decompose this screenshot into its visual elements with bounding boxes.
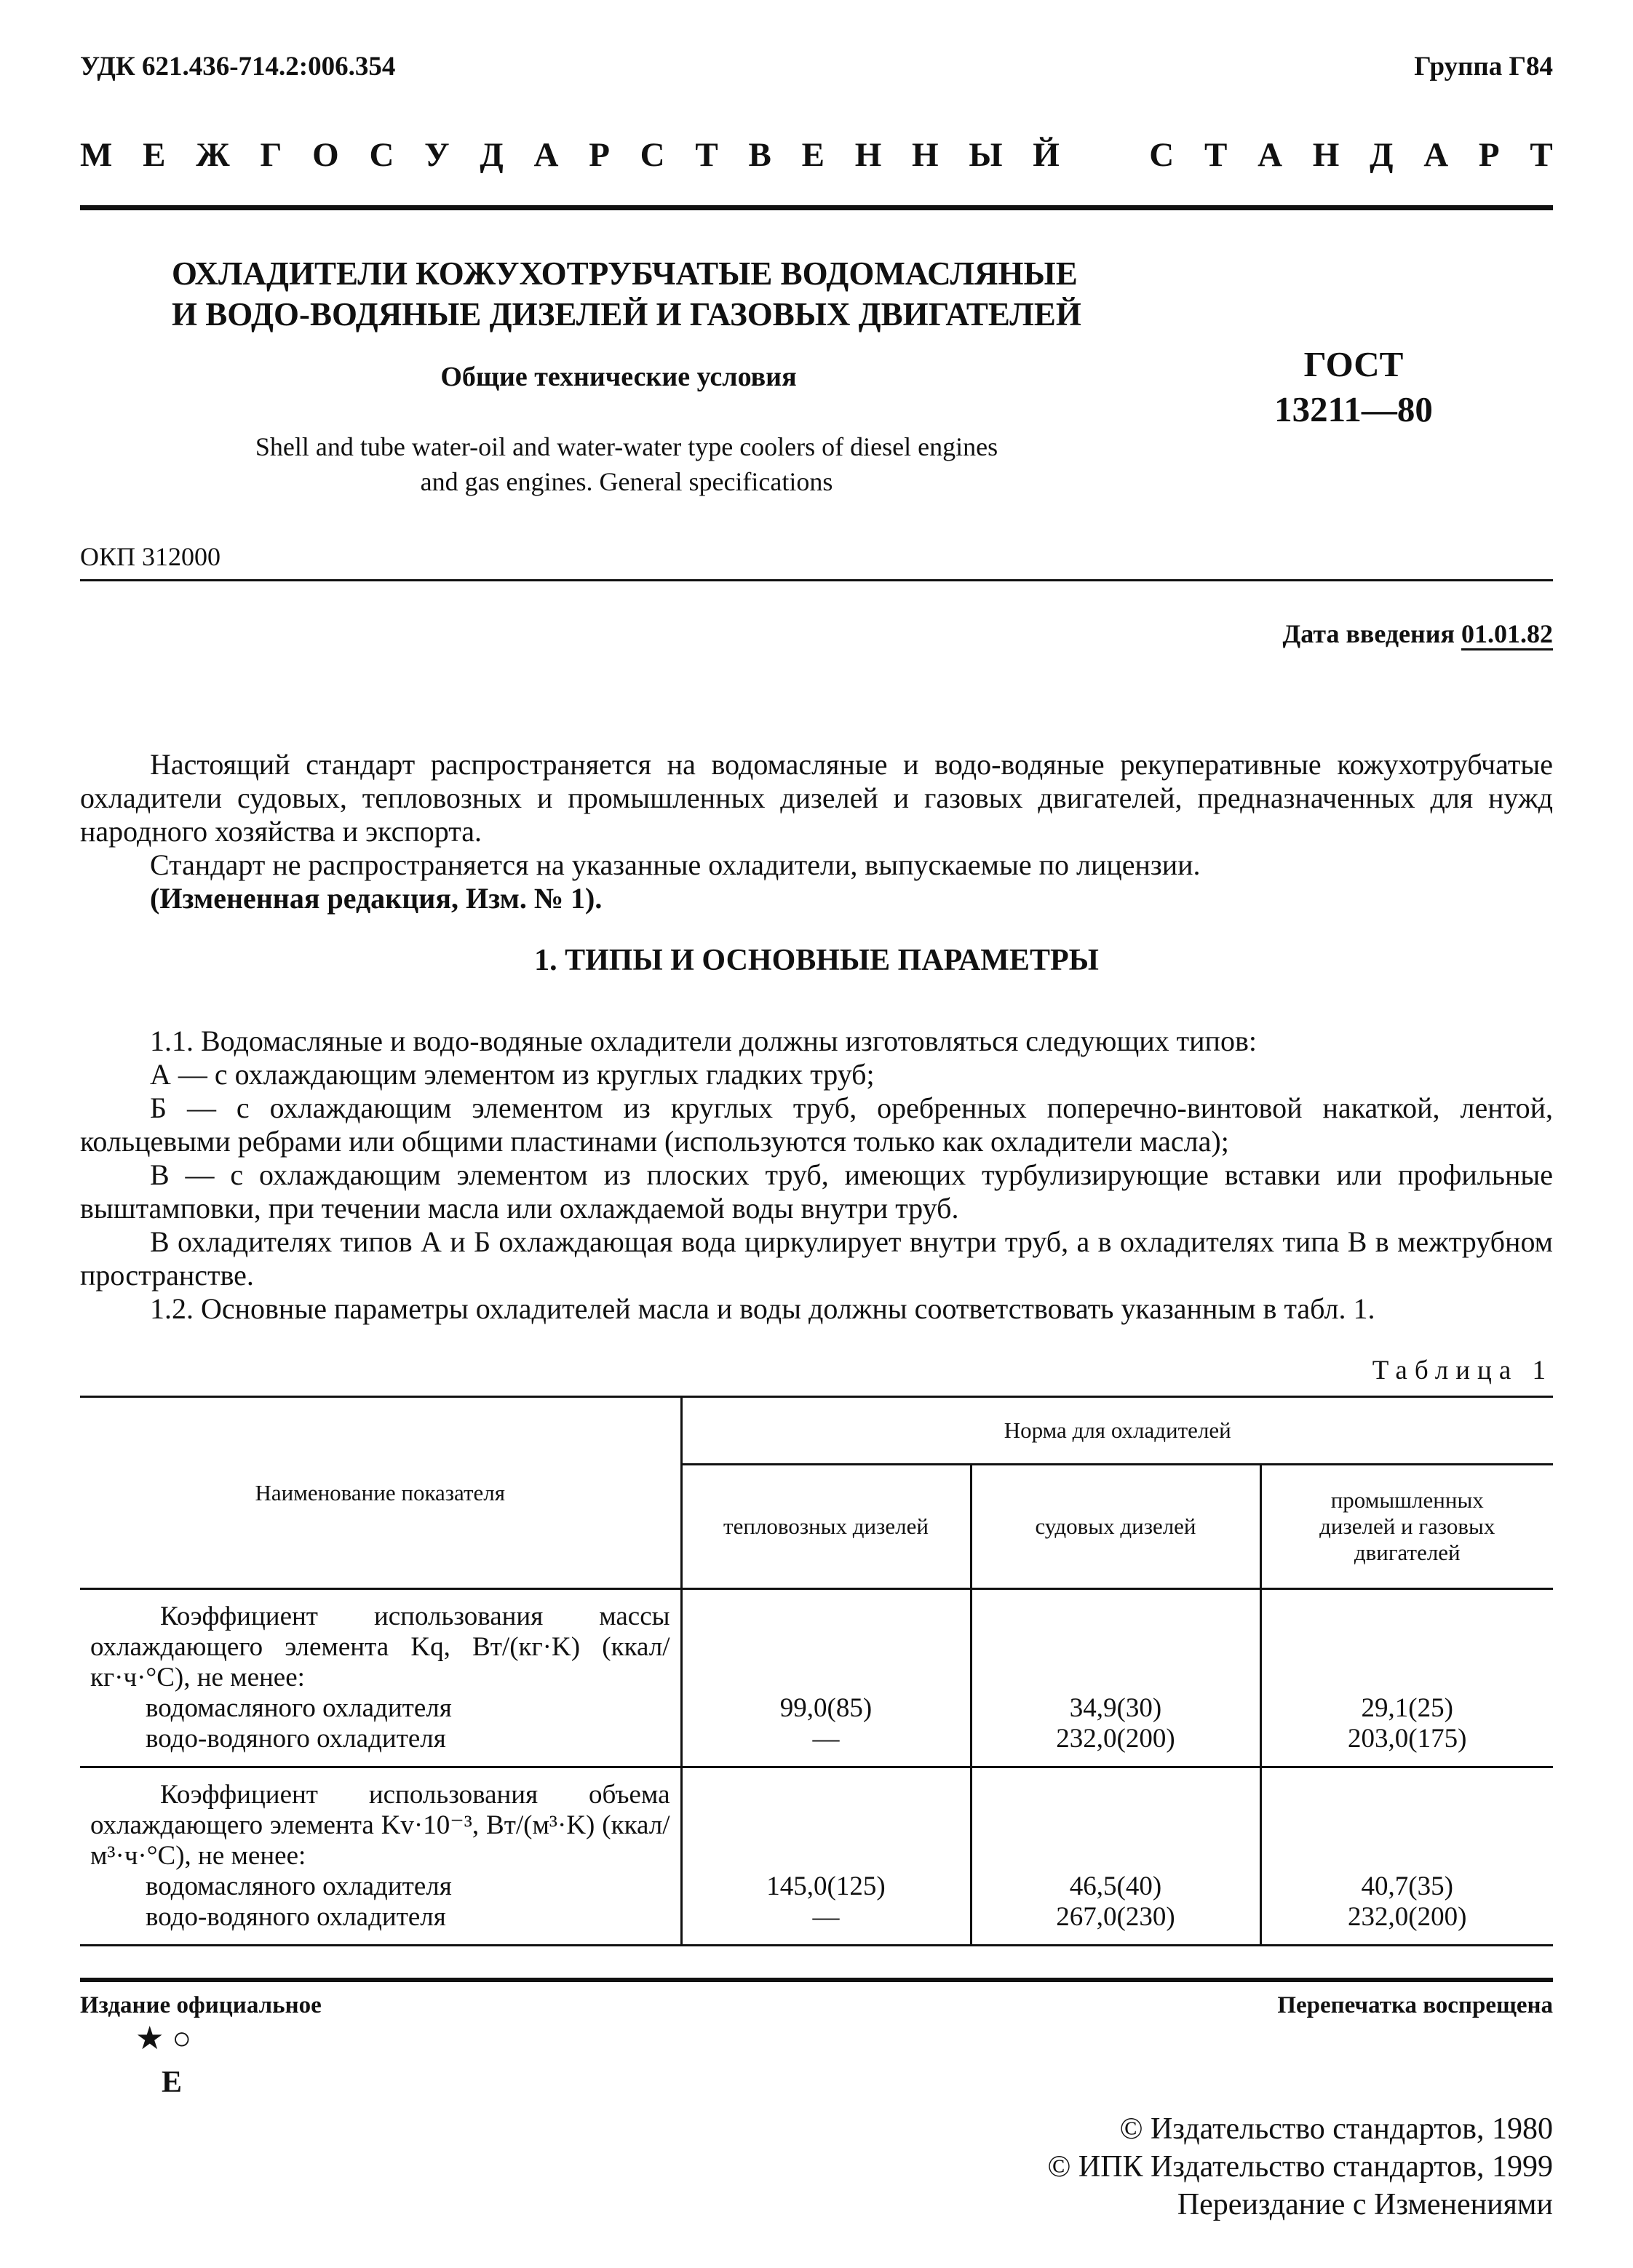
banner-letter: О [312,136,339,174]
type-b-description: Б — с охлаждающим элементом из круглых труб, оребренных поперечно-винтовой накаткой, лентой, кольцевыми ребрами или общими пластинами (используются только как охладители масла); [80,1091,1553,1158]
english-title-line-1: Shell and tube water-oil and water-water type coolers of diesel engines [255,432,998,461]
banner-letter: Й [1033,136,1060,174]
clause-1-2: 1.2. Основные параметры охладителей масла и воды должны соответствовать указанным в табл. 1. [150,1292,1375,1325]
banner-letter: Т [695,136,718,174]
copyright-1980: © Издательство стандартов, 1980 [1119,2112,1553,2146]
row-1-sub-oil: водомасляного охладителя [146,1693,452,1723]
row-1-sub-water: водо-водяного охладителя [146,1724,446,1754]
banner-letter: Г [260,136,282,174]
type-v-description: В — с охлаждающим элементом из плоских труб, имеющих турбулизирующие вставки или профильные выштамповки, при течении масла или охлаждаемой воды внутри труб. [80,1158,1553,1225]
title-line-2: И ВОДО-ВОДЯНЫЕ ДИЗЕЛЕЙ И ГАЗОВЫХ ДВИГАТЕЛЕЙ [172,296,1081,333]
row-2-sub-oil: водомасляного охладителя [146,1871,452,1901]
cell-value: 46,5(40) [1069,1871,1162,1901]
row-1-marine [971,1589,1260,1767]
english-title [172,429,1081,499]
document-subtitle: Общие технические условия [440,362,797,392]
copyright-1999: © ИПК Издательство стандартов, 1999 [1047,2150,1553,2184]
section-1-heading: 1. ТИПЫ И ОСНОВНЫЕ ПАРАМЕТРЫ [534,944,1099,977]
banner-letter: А [1423,136,1449,174]
document-title [172,253,1118,335]
intro-paragraph-1: Настоящий стандарт распространяется на водомасляные и водо-водяные рекуперативные кожухотрубчатые охладители судовых, тепловозных и промышленных дизелей и газовых двигателей, предназначенных для нужд народного хозяйства и экспорта. [80,748,1553,848]
cell-value: 40,7(35) [1361,1871,1453,1901]
banner-letter: С [369,136,394,174]
banner-gap [1090,135,1119,175]
banner-rule [80,205,1553,210]
row-2-industrial [1260,1767,1553,1946]
header-norm-group: Норма для охладителей [681,1397,1553,1465]
header-locomotive-diesels: тепловозных дизелей [681,1465,971,1589]
header-marine-diesels: судовых дизелей [971,1465,1260,1589]
banner-letter: А [533,136,559,174]
table-row [80,1767,1553,1946]
reissue-note: Переиздание с Изменениями [1177,2188,1553,2221]
intro-text [80,748,1553,915]
cell-value: — [812,1724,840,1754]
banner-letter: Т [1204,136,1228,174]
gost-designation [1237,342,1470,432]
banner-letter: А [1257,136,1283,174]
official-edition: Издание официальное [80,1992,322,2018]
copyright-block [1047,2110,1553,2224]
row-1-locomotive [681,1589,971,1767]
banner-letter: Д [480,136,504,174]
cell-value: 267,0(230) [1056,1902,1175,1932]
row-1-name [80,1589,681,1767]
footer-rule [80,1978,1553,1982]
banner-letter: Н [912,136,939,174]
banner-letter: Н [854,136,882,174]
cell-value: 232,0(200) [1348,1902,1467,1932]
reprint-prohibited: Перепечатка воспрещена [1277,1992,1553,2018]
cell-value: 232,0(200) [1056,1724,1175,1754]
banner-letter: Ы [969,136,1003,174]
intro-amendment-note: (Измененная редакция, Изм. № 1). [150,882,603,915]
table-1 [80,1396,1553,1946]
banner-letter: Р [1478,136,1500,174]
introduction-date-value: 01.01.82 [1461,619,1553,648]
table-1-label: Таблица 1 [1372,1356,1553,1385]
row-2-description: Коэффициент использования объема охлаждающего элемента Kv·10⁻³, Вт/(м³·K) (ккал/м³·ч·°C), не менее: [90,1780,670,1871]
cell-value: 34,9(30) [1069,1693,1162,1723]
row-2-marine [971,1767,1260,1946]
banner-letter: Н [1312,136,1340,174]
banner-letter: Е [801,136,825,174]
cell-value: 145,0(125) [766,1871,886,1901]
row-2-name [80,1767,681,1946]
star-circle-marks: ★ ○ [135,2021,192,2056]
cell-value: 99,0(85) [779,1693,873,1723]
intro-paragraph-2: Стандарт не распространяется на указанные охладители, выпускаемые по лицензии. [150,848,1201,881]
row-2-sub-water: водо-водяного охладителя [146,1902,446,1932]
banner-letter: Ж [196,136,230,174]
banner-letter: Е [143,136,166,174]
banner-letter: В [748,136,771,174]
row-1-description: Коэффициент использования массы охлаждающего элемента Kq, Вт/(кг·K) (ккал/кг·ч·°C), не менее: [90,1601,670,1692]
introduction-date-label: Дата введения [1282,619,1455,648]
row-1-industrial [1260,1589,1553,1767]
banner-letter: Р [589,136,610,174]
gost-label: ГОСТ [1303,344,1404,384]
group-code: Группа Г84 [1414,52,1553,81]
cell-value: 203,0(175) [1348,1724,1467,1754]
standard-banner [80,135,1553,175]
banner-letter: Т [1530,136,1553,174]
table-row [80,1589,1553,1767]
cell-value: 29,1(25) [1361,1693,1453,1723]
header-indicator-name: Наименование показателя [255,1479,506,1505]
english-title-line-2: and gas engines. General specifications [420,467,833,496]
udk-code: УДК 621.436-714.2:006.354 [80,52,396,81]
banner-letter: С [640,136,665,174]
circulation-note: В охладителях типов А и Б охлаждающая вода циркулирует внутри труб, а в охладителях типа В в межтрубном пространстве. [80,1225,1553,1292]
okp-code: ОКП 312000 [80,542,221,571]
clause-1-1: 1.1. Водомасляные и водо-водяные охладители должны изготовляться следующих типов: [150,1024,1257,1057]
header-industrial-diesels: промышленных дизелей и газовых двигателей [1260,1465,1553,1589]
letter-e-mark: Е [162,2066,183,2099]
banner-letter: С [1149,136,1175,174]
banner-letter: У [424,136,450,174]
section-1-text [80,1024,1553,1326]
type-a-description: А — с охлаждающим элементом из круглых гладких труб; [150,1058,875,1091]
header-rule [80,579,1553,581]
banner-letter: М [80,136,113,174]
title-line-1: ОХЛАДИТЕЛИ КОЖУХОТРУБЧАТЫЕ ВОДОМАСЛЯНЫЕ [172,255,1078,292]
cell-value: — [812,1902,840,1932]
introduction-date [1283,618,1554,649]
row-2-locomotive [681,1767,971,1946]
banner-letter: Д [1370,136,1394,174]
gost-number: 13211—80 [1274,389,1433,429]
